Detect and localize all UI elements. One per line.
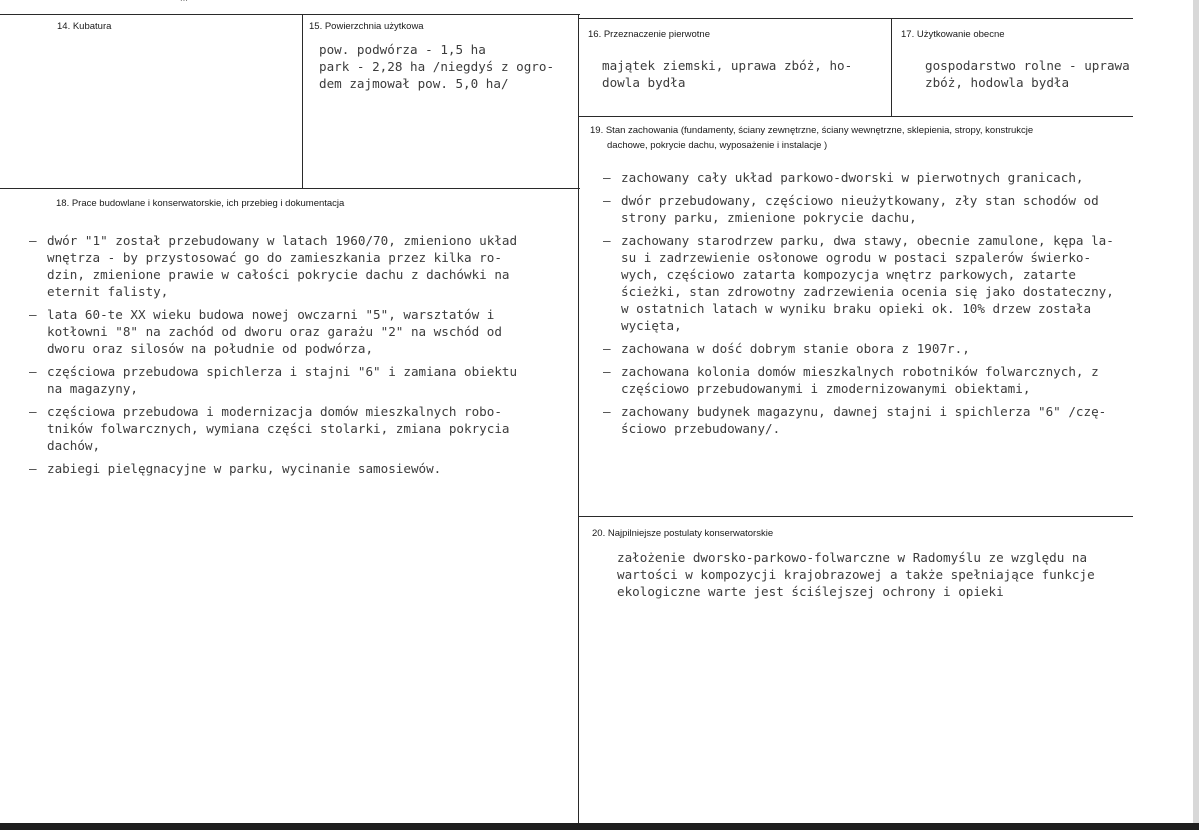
- field-17-line: gospodarstwo rolne - uprawa: [925, 58, 1130, 73]
- top-rule-left: [0, 14, 580, 15]
- field-16-label: 16. Przeznaczenie pierwotne: [588, 29, 710, 40]
- rule-above-19: [578, 116, 1133, 117]
- field-16-line: dowla bydła: [602, 75, 686, 90]
- list-item: – zachowany budynek magazynu, dawnej stajni i spichlerza "6" /czę- ściowo przebudowany/.: [603, 403, 1183, 437]
- field-19-label: 19. Stan zachowania (fundamenty, ściany zewnętrzne, ściany wewnętrzne, sklepienia, stropy, konstrukcje: [590, 125, 1034, 136]
- field-15-label: 15. Powierzchnia użytkowa: [309, 21, 424, 32]
- field-20-value: [617, 549, 1095, 600]
- top-rule-right: [578, 18, 1133, 19]
- list-item: – lata 60-te XX wieku budowa nowej owczarni "5", warsztatów i kotłowni "8" na zachód od dworu oraz garażu "2" na wschód od dworu oraz silosów na południe od podwórza,: [29, 306, 574, 357]
- field-20-line: ekologiczne warte jest ściślejszej ochrony i opieki: [617, 584, 1004, 599]
- rule-above-18: [0, 188, 580, 189]
- list-item: – dwór "1" został przebudowany w latach 1960/70, zmieniono układ wnętrza - by przystosować go do zamieszkania przez kilka ro- dzin, zmienione prawie w całości pokrycie dachu z dachówki na eternit falisty,: [29, 232, 574, 300]
- list-item: – zabiegi pielęgnacyjne w parku, wycinanie samosiewów.: [29, 460, 574, 477]
- field-17-value: [925, 57, 1130, 91]
- rule-above-20: [578, 516, 1133, 517]
- field-17-label: 17. Użytkowanie obecne: [901, 29, 1005, 40]
- field-18-label: 18. Prace budowlane i konserwatorskie, ich przebieg i dokumentacja: [56, 198, 345, 209]
- field-15-line: park - 2,28 ha /niegdyś z ogro-: [319, 59, 555, 74]
- field-20-label: 20. Najpilniejsze postulaty konserwatorskie: [592, 528, 774, 539]
- divider-14-15: [302, 14, 303, 188]
- list-item: – częściowa przebudowa spichlerza i stajni "6" i zamiana obiektu na magazyny,: [29, 363, 574, 397]
- field-19-value: [603, 169, 1183, 443]
- header-fragment: [180, 0, 188, 5]
- list-item: – dwór przebudowany, częściowo nieużytkowany, zły stan schodów od strony parku, zmienione pokrycie dachu,: [603, 192, 1183, 226]
- field-14-label: 14. Kubatura: [57, 21, 112, 32]
- list-item: – zachowany starodrzew parku, dwa stawy, obecnie zamulone, kępa la- su i zadrzewienie osłonowe ogrodu w postaci szpalerów świerko- wych, częściowo zatarta kompozycja wnętrz parkowych, zatarte ścieżki, stan zdrowotny zadrzewienia ocenia się jako dostateczny, w ostatnich latach w wyniku braku opieki ok. 10% drzew została wycięta,: [603, 232, 1183, 334]
- field-15-line: dem zajmował pow. 5,0 ha/: [319, 76, 509, 91]
- field-15-value: [319, 41, 554, 92]
- field-17-line: zbóż, hodowla bydła: [925, 75, 1070, 90]
- scan-edge-bottom: [0, 823, 1199, 830]
- list-item: – częściowa przebudowa i modernizacja domów mieszkalnych robo- tników folwarcznych, wymiana części stolarki, zmiana pokrycia dachów,: [29, 403, 574, 454]
- list-item: – zachowana kolonia domów mieszkalnych robotników folwarcznych, z częściowo przebudowanymi i zmodernizowanymi obiektami,: [603, 363, 1183, 397]
- divider-16-17: [891, 18, 892, 116]
- field-16-value: [602, 57, 852, 91]
- field-19-label-cont: dachowe, pokrycie dachu, wyposażenie i instalacje ): [607, 140, 828, 151]
- list-item: – zachowany cały układ parkowo-dworski w pierwotnych granicach,: [603, 169, 1183, 186]
- field-18-list: [29, 232, 574, 477]
- divider-main: [578, 14, 579, 823]
- field-18-value: [29, 232, 574, 483]
- field-19-list: [603, 169, 1183, 437]
- field-20-line: założenie dworsko-parkowo-folwarczne w Radomyślu ze względu na: [617, 550, 1088, 565]
- scan-edge-right: [1193, 0, 1199, 830]
- field-16-line: majątek ziemski, uprawa zbóż, ho-: [602, 58, 853, 73]
- field-15-line: pow. podwórza - 1,5 ha: [319, 42, 486, 57]
- field-20-line: wartości w kompozycji krajobrazowej a także spełniające funkcje: [617, 567, 1095, 582]
- list-item: – zachowana w dość dobrym stanie obora z 1907r.,: [603, 340, 1183, 357]
